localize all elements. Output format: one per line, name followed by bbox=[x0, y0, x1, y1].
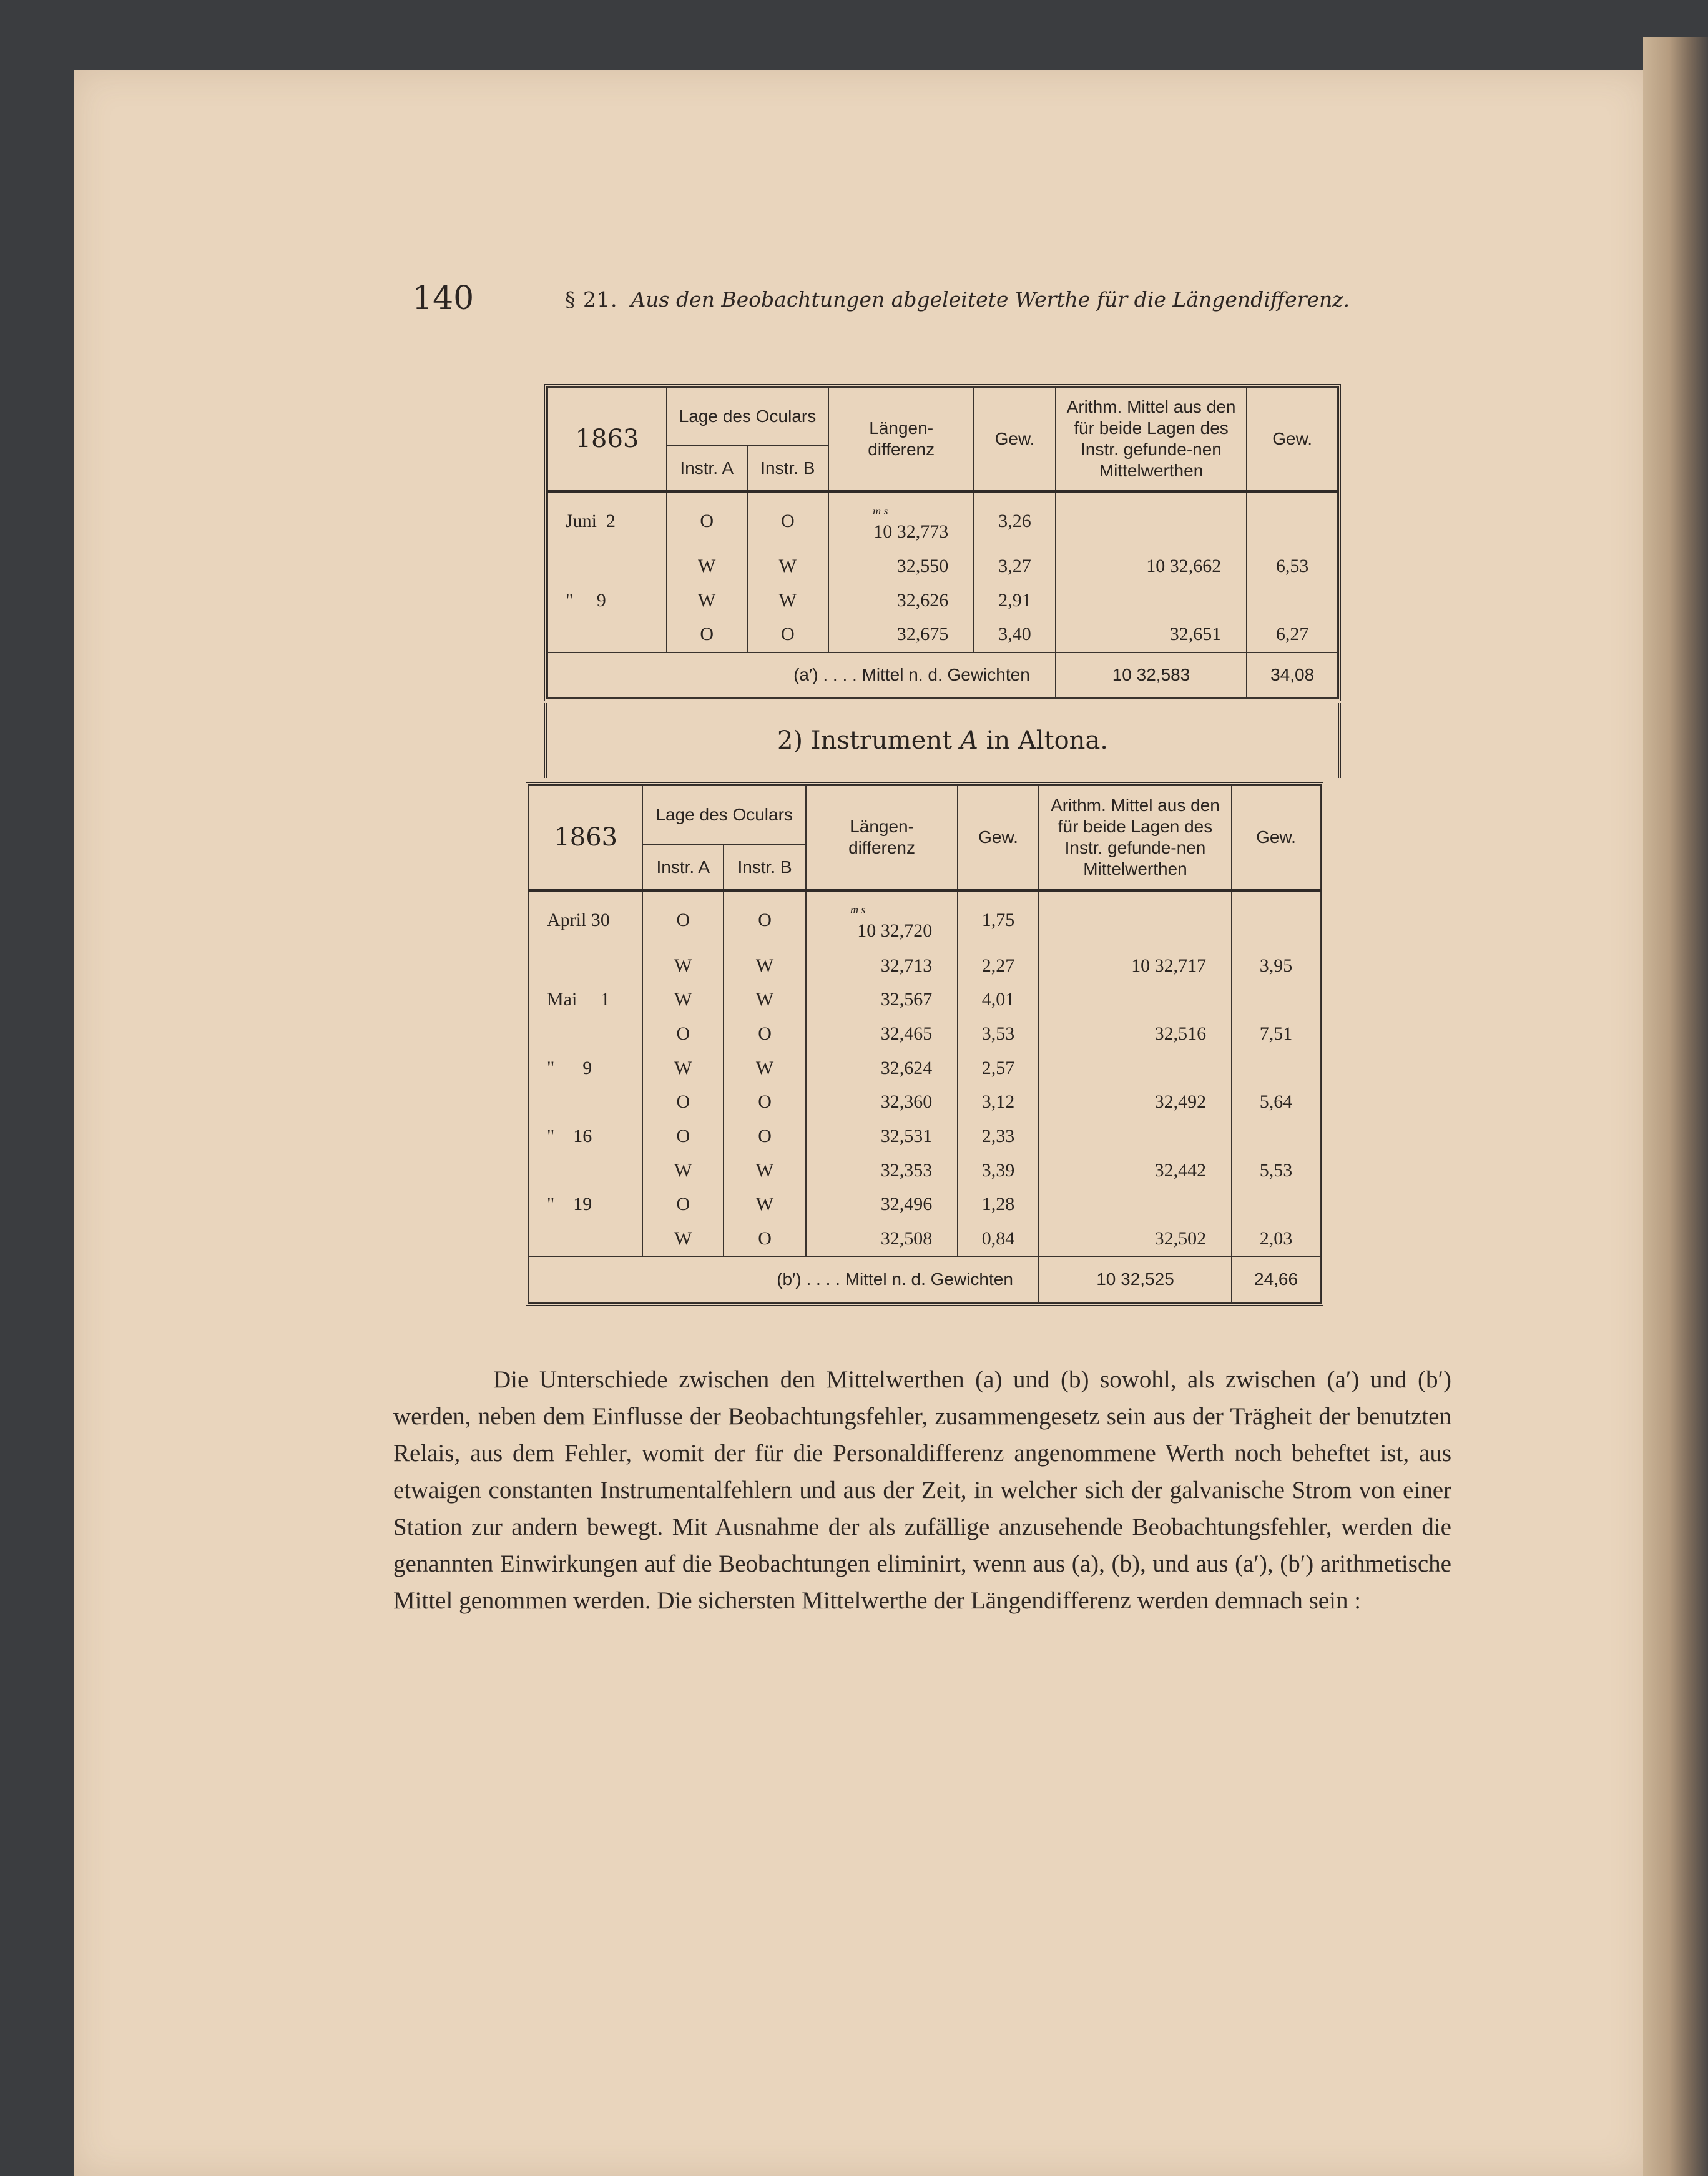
running-title-text: Aus den Beobachtungen abgeleitete Werthe für die Längendifferenz. bbox=[631, 287, 1350, 312]
unit-label: m s bbox=[850, 903, 866, 916]
instr-a-cell-text: W bbox=[698, 589, 716, 611]
instr-b-cell-text: W bbox=[755, 955, 774, 976]
laengen-header: Längen- differenz bbox=[828, 387, 974, 492]
instr-b-cell bbox=[724, 1085, 806, 1120]
mean-gew-cell bbox=[1232, 983, 1320, 1017]
laengen-header: Längen- differenz bbox=[806, 785, 958, 890]
mean-cell bbox=[1056, 549, 1247, 583]
table-row bbox=[547, 618, 1338, 652]
gew-cell bbox=[974, 549, 1056, 583]
mean-cell bbox=[1039, 1222, 1232, 1257]
mean-gew-cell bbox=[1232, 1017, 1320, 1051]
instr-b-cell-text: W bbox=[778, 556, 797, 577]
table-row bbox=[529, 1222, 1320, 1257]
instr-b-cell-text: O bbox=[780, 511, 795, 532]
gew-cell bbox=[958, 1222, 1039, 1257]
table-row bbox=[529, 1120, 1320, 1154]
diff-cell-text: 10 32,773 bbox=[873, 521, 949, 543]
mean-cell bbox=[1039, 1051, 1232, 1085]
diff-cell-text: 32,531 bbox=[880, 1125, 933, 1146]
table-row bbox=[529, 983, 1320, 1017]
diff-cell bbox=[806, 1222, 958, 1257]
date-cell bbox=[529, 983, 642, 1017]
mean-gew-cell bbox=[1232, 1222, 1320, 1257]
instr-b-cell-text: O bbox=[758, 1125, 772, 1146]
instr-b-cell-text: O bbox=[780, 624, 795, 645]
instr-b-cell bbox=[747, 492, 829, 550]
arithm-header: Arithm. Mittel aus den für beide Lagen des Instr. gefunde-nen Mittelwerthen bbox=[1039, 785, 1232, 890]
table-row bbox=[529, 1085, 1320, 1120]
instr-b-cell bbox=[724, 948, 806, 983]
diff-cell-text: 32,496 bbox=[880, 1194, 933, 1215]
instr-a-cell bbox=[642, 1051, 724, 1085]
gew-cell-text: 1,28 bbox=[981, 1194, 1015, 1215]
mean-cell bbox=[1039, 1120, 1232, 1154]
summary-label: (b′) . . . . Mittel n. d. Gewichten bbox=[529, 1256, 1039, 1302]
year-header: 1863 bbox=[529, 785, 642, 890]
year-header: 1863 bbox=[547, 387, 667, 492]
instr-b-cell-text: W bbox=[755, 1057, 774, 1078]
diff-cell bbox=[806, 1051, 958, 1085]
date-cell bbox=[529, 1120, 642, 1154]
diff-cell bbox=[806, 983, 958, 1017]
page-number: 140 bbox=[412, 280, 474, 317]
instr-b-cell bbox=[747, 618, 829, 652]
summary-label: (a′) . . . . Mittel n. d. Gewichten bbox=[547, 652, 1056, 698]
mean-gew-cell-text: 2,03 bbox=[1259, 1228, 1293, 1249]
mean-gew-cell-text: 7,51 bbox=[1259, 1023, 1293, 1044]
instr-a-cell-text: O bbox=[676, 1125, 690, 1146]
lage-header: Lage des Oculars bbox=[642, 785, 806, 845]
mean-cell bbox=[1039, 1188, 1232, 1222]
date-cell-text: " 9 bbox=[566, 589, 606, 611]
date-cell bbox=[529, 948, 642, 983]
section-mark: § 21. bbox=[565, 287, 618, 312]
gew-cell bbox=[958, 1188, 1039, 1222]
date-cell bbox=[547, 549, 667, 583]
instr-a-cell-text: O bbox=[700, 511, 714, 532]
gew-cell-text: 4,01 bbox=[981, 989, 1015, 1010]
instr-a-header: Instr. A bbox=[667, 446, 747, 491]
diff-cell-text: 32,675 bbox=[896, 624, 949, 645]
arithm-header: Arithm. Mittel aus den für beide Lagen des Instr. gefunde-nen Mittelwerthen bbox=[1056, 387, 1247, 492]
instr-a-cell bbox=[642, 1085, 724, 1120]
summary-value: 10 32,583 bbox=[1056, 652, 1247, 698]
mean-cell bbox=[1039, 948, 1232, 983]
body-text bbox=[393, 1361, 1451, 1619]
diff-cell bbox=[806, 1120, 958, 1154]
date-cell bbox=[547, 584, 667, 618]
summary-value: 10 32,525 bbox=[1039, 1256, 1232, 1302]
summary-gew: 24,66 bbox=[1232, 1256, 1320, 1302]
instr-a-cell bbox=[642, 1188, 724, 1222]
gew-cell-text: 2,91 bbox=[998, 589, 1031, 611]
instr-a-cell-text: O bbox=[700, 624, 714, 645]
gew-cell bbox=[958, 1120, 1039, 1154]
running-title bbox=[565, 287, 1350, 312]
date-cell-text: April 30 bbox=[547, 909, 610, 930]
gew-cell bbox=[958, 1153, 1039, 1188]
gew-cell-text: 2,27 bbox=[981, 955, 1015, 976]
instrument-title-post: in Altona. bbox=[986, 726, 1109, 755]
diff-cell bbox=[806, 948, 958, 983]
date-cell bbox=[529, 1085, 642, 1120]
instr-b-cell-text: W bbox=[778, 589, 797, 611]
mean-cell bbox=[1056, 584, 1247, 618]
mean-cell-text: 32,651 bbox=[1169, 624, 1222, 645]
diff-cell-text: 10 32,720 bbox=[857, 920, 933, 941]
instr-a-cell-text: O bbox=[676, 1194, 690, 1215]
table-row bbox=[529, 1153, 1320, 1188]
date-cell bbox=[529, 1017, 642, 1051]
instrument-title-pre: 2) Instrument bbox=[777, 726, 953, 755]
instr-b-cell bbox=[747, 584, 829, 618]
date-cell-text: Juni 2 bbox=[566, 511, 616, 532]
diff-cell-text: 32,465 bbox=[880, 1023, 933, 1044]
mean-gew-cell bbox=[1232, 948, 1320, 983]
mean-cell bbox=[1039, 1085, 1232, 1120]
instr-a-cell bbox=[667, 549, 747, 583]
instr-a-cell-text: W bbox=[674, 1228, 692, 1249]
mean-cell bbox=[1039, 1017, 1232, 1051]
mean-gew-cell bbox=[1232, 890, 1320, 948]
date-cell-text: " 16 bbox=[547, 1125, 592, 1146]
diff-cell bbox=[806, 1017, 958, 1051]
diff-cell bbox=[828, 584, 974, 618]
mean-cell-text: 10 32,717 bbox=[1131, 955, 1207, 976]
instr-b-cell-text: W bbox=[755, 1194, 774, 1215]
gew-cell-text: 2,57 bbox=[981, 1057, 1015, 1078]
table-row bbox=[529, 1188, 1320, 1222]
diff-cell bbox=[806, 1153, 958, 1188]
instr-b-cell-text: O bbox=[758, 909, 772, 930]
date-cell-text: Mai 1 bbox=[547, 989, 610, 1010]
instr-b-cell-text: W bbox=[755, 989, 774, 1010]
instr-a-header: Instr. A bbox=[642, 845, 724, 891]
table-row bbox=[547, 549, 1338, 583]
gew-cell-text: 0,84 bbox=[981, 1228, 1015, 1249]
mean-cell bbox=[1056, 492, 1247, 550]
table-instrument-a-altona bbox=[526, 782, 1323, 1306]
mean-cell-text: 10 32,662 bbox=[1146, 556, 1222, 577]
date-cell bbox=[547, 618, 667, 652]
instr-b-cell bbox=[724, 890, 806, 948]
mean-cell bbox=[1039, 890, 1232, 948]
instr-a-cell-text: O bbox=[676, 909, 690, 930]
instr-b-cell bbox=[747, 549, 829, 583]
mean-cell-text: 32,516 bbox=[1154, 1023, 1207, 1044]
instr-b-cell-text: O bbox=[758, 1023, 772, 1044]
instr-b-header: Instr. B bbox=[724, 845, 806, 891]
date-cell bbox=[529, 1188, 642, 1222]
page-header bbox=[0, 280, 1708, 317]
diff-cell-text: 32,624 bbox=[880, 1057, 933, 1078]
instr-a-cell-text: W bbox=[674, 1057, 692, 1078]
data-table-2 bbox=[528, 785, 1321, 1303]
mean-cell-text: 32,492 bbox=[1154, 1091, 1207, 1113]
diff-cell-text: 32,713 bbox=[880, 955, 933, 976]
instr-b-cell bbox=[724, 1222, 806, 1257]
gew-cell bbox=[958, 1017, 1039, 1051]
date-cell bbox=[529, 1051, 642, 1085]
mean-gew-cell bbox=[1232, 1085, 1320, 1120]
diff-cell bbox=[806, 1085, 958, 1120]
instr-a-cell bbox=[667, 618, 747, 652]
mean-cell-text: 32,442 bbox=[1154, 1159, 1207, 1181]
mean-gew-cell bbox=[1247, 492, 1338, 550]
diff-cell bbox=[828, 618, 974, 652]
diff-cell-text: 32,508 bbox=[880, 1228, 933, 1249]
mean-gew-cell bbox=[1232, 1120, 1320, 1154]
gew-cell bbox=[974, 584, 1056, 618]
date-cell bbox=[529, 890, 642, 948]
instr-b-cell bbox=[724, 1153, 806, 1188]
date-cell bbox=[529, 1222, 642, 1257]
table-row bbox=[547, 584, 1338, 618]
date-cell-text: " 9 bbox=[547, 1057, 592, 1078]
gew-cell-text: 3,53 bbox=[981, 1023, 1015, 1044]
instr-a-cell-text: W bbox=[674, 1159, 692, 1181]
mean-gew-cell bbox=[1247, 618, 1338, 652]
instr-b-cell bbox=[724, 1188, 806, 1222]
instr-b-cell-text: O bbox=[758, 1228, 772, 1249]
diff-cell bbox=[806, 890, 958, 948]
diff-cell bbox=[806, 1188, 958, 1222]
instr-a-cell bbox=[642, 1222, 724, 1257]
gew-cell bbox=[958, 948, 1039, 983]
date-cell bbox=[529, 1153, 642, 1188]
mean-gew-cell bbox=[1232, 1051, 1320, 1085]
gew2-header: Gew. bbox=[1247, 387, 1338, 492]
table-row bbox=[529, 948, 1320, 983]
page-edge bbox=[1643, 37, 1708, 2176]
instr-a-cell bbox=[667, 492, 747, 550]
instr-a-cell bbox=[642, 983, 724, 1017]
instr-a-cell-text: W bbox=[674, 989, 692, 1010]
instr-a-cell-text: O bbox=[676, 1091, 690, 1113]
instr-b-cell bbox=[724, 1120, 806, 1154]
gew-cell bbox=[974, 492, 1056, 550]
gew-cell-text: 3,39 bbox=[981, 1159, 1015, 1181]
diff-cell bbox=[828, 549, 974, 583]
instr-b-header: Instr. B bbox=[747, 446, 829, 491]
gew-header: Gew. bbox=[958, 785, 1039, 890]
data-table-1 bbox=[547, 386, 1338, 699]
table-row bbox=[529, 1051, 1320, 1085]
instr-a-cell-text: W bbox=[698, 556, 716, 577]
table-row bbox=[529, 1017, 1320, 1051]
instrument-section-title bbox=[544, 703, 1341, 778]
mean-gew-cell bbox=[1232, 1188, 1320, 1222]
table-row bbox=[547, 492, 1338, 550]
gew-cell bbox=[958, 983, 1039, 1017]
mean-gew-cell-text: 3,95 bbox=[1259, 955, 1293, 976]
gew-header: Gew. bbox=[974, 387, 1056, 492]
instr-a-cell bbox=[667, 584, 747, 618]
instr-a-cell bbox=[642, 1153, 724, 1188]
mean-cell bbox=[1039, 1153, 1232, 1188]
mean-gew-cell-text: 6,53 bbox=[1275, 556, 1309, 577]
diff-cell-text: 32,567 bbox=[880, 989, 933, 1010]
diff-cell-text: 32,550 bbox=[896, 556, 949, 577]
diff-cell bbox=[828, 492, 974, 550]
instr-b-cell bbox=[724, 1051, 806, 1085]
instrument-title-letter: A bbox=[960, 726, 978, 755]
gew-cell-text: 3,27 bbox=[998, 556, 1031, 577]
gew-cell-text: 3,26 bbox=[998, 511, 1031, 532]
mean-cell-text: 32,502 bbox=[1154, 1228, 1207, 1249]
gew-cell bbox=[958, 1085, 1039, 1120]
mean-gew-cell bbox=[1232, 1153, 1320, 1188]
diff-cell-text: 32,353 bbox=[880, 1159, 933, 1181]
gew-cell bbox=[958, 890, 1039, 948]
gew-cell bbox=[958, 1051, 1039, 1085]
date-cell-text: " 19 bbox=[547, 1194, 592, 1215]
body-paragraph: Die Unterschiede zwischen den Mittelwerthen (a) und (b) sowohl, als zwischen (a′) und (b′) werden, neben dem Einflusse der Beobachtungsfehler, zusammengesetz sein aus der Trägheit der benutzten Relais, aus dem Fehler, womit der für die Personaldifferenz angenommene Werth noch beheftet ist, aus etwaigen constanten Instrumentalfehlern und aus der Zeit, in welcher sich der galvanische Strom von einer Station zur andern bewegt. Mit Ausnahme der als zufällige anzusehende Beobachtungsfehler, werden die genannten Einwirkungen auf die Beobachtungen eliminirt, wenn aus (a), (b), und aus (a′), (b′) arithmetische Mittel genommen werden. Die sichersten Mittelwerthe der Längendifferenz werden demnach sein : bbox=[393, 1366, 1451, 1614]
instr-b-cell-text: W bbox=[755, 1159, 774, 1181]
mean-gew-cell-text: 6,27 bbox=[1275, 624, 1309, 645]
instr-a-cell-text: W bbox=[674, 955, 692, 976]
instr-a-cell bbox=[642, 948, 724, 983]
instr-a-cell-text: O bbox=[676, 1023, 690, 1044]
table-instrument-1 bbox=[544, 384, 1341, 701]
gew-cell-text: 2,33 bbox=[981, 1125, 1015, 1146]
instr-b-cell bbox=[724, 983, 806, 1017]
mean-gew-cell-text: 5,53 bbox=[1259, 1159, 1293, 1181]
mean-cell bbox=[1056, 618, 1247, 652]
table-row bbox=[529, 890, 1320, 948]
instr-a-cell bbox=[642, 1120, 724, 1154]
mean-gew-cell bbox=[1247, 584, 1338, 618]
gew-cell-text: 1,75 bbox=[981, 909, 1015, 930]
mean-gew-cell-text: 5,64 bbox=[1259, 1091, 1293, 1113]
instr-b-cell-text: O bbox=[758, 1091, 772, 1113]
instr-a-cell bbox=[642, 1017, 724, 1051]
diff-cell-text: 32,626 bbox=[896, 589, 949, 611]
summary-gew: 34,08 bbox=[1247, 652, 1338, 698]
date-cell bbox=[547, 492, 667, 550]
instr-b-cell bbox=[724, 1017, 806, 1051]
gew-cell bbox=[974, 618, 1056, 652]
mean-cell bbox=[1039, 983, 1232, 1017]
lage-header: Lage des Oculars bbox=[667, 387, 828, 446]
unit-label: m s bbox=[873, 505, 888, 518]
gew2-header: Gew. bbox=[1232, 785, 1320, 890]
instr-a-cell bbox=[642, 890, 724, 948]
gew-cell-text: 3,12 bbox=[981, 1091, 1015, 1113]
diff-cell-text: 32,360 bbox=[880, 1091, 933, 1113]
mean-gew-cell bbox=[1247, 549, 1338, 583]
gew-cell-text: 3,40 bbox=[998, 624, 1031, 645]
